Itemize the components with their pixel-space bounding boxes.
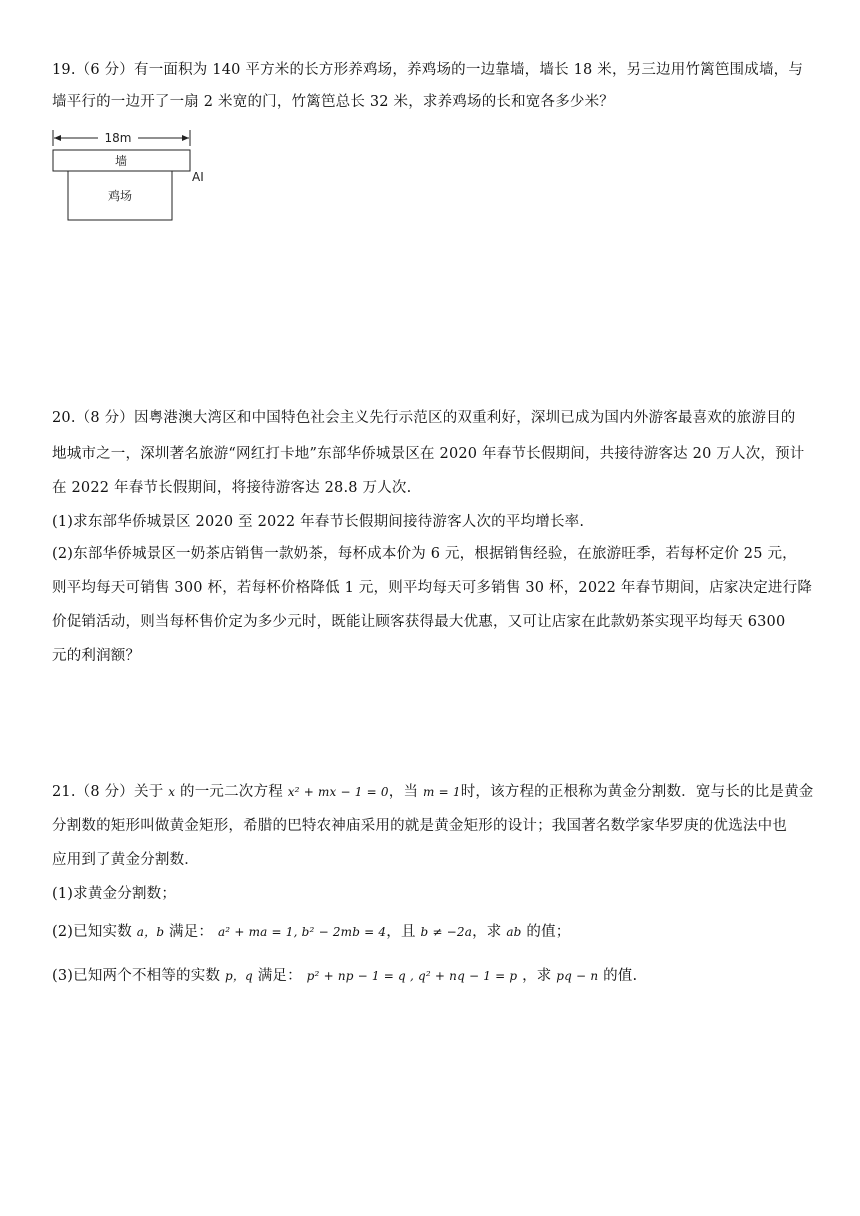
q21-part-3-intro: (3)已知两个不相等的实数: [52, 968, 221, 984]
q21-part-2-equation: a² + ma = 1, b² − 2mb = 4: [217, 925, 387, 939]
q21-equation: x² + mx − 1 = 0: [287, 785, 389, 799]
q21-variable-x: x: [168, 785, 176, 799]
q21-part-2-text-a: 满足：: [169, 924, 214, 940]
corner-label: AI: [192, 170, 204, 184]
q21-part-3-text-c: 的值.: [603, 968, 638, 984]
q20-text-line-3: 在 2022 年春节长假期间，将接待游客达 28.8 万人次.: [52, 480, 412, 496]
q21-text-a: 的一元二次方程: [180, 784, 283, 800]
q21-part-3-vars: p，q: [224, 969, 253, 983]
farm-label: 鸡场: [107, 189, 133, 203]
q21-text-line-3: 应用到了黄金分割数．: [52, 852, 199, 868]
q21-part-1: (1)求黄金分割数；: [52, 886, 177, 902]
q19-text-line-2: 墙平行的一边开了一扇 2 米宽的门，竹篱笆总长 32 米，求养鸡场的长和宽各多少米？: [52, 94, 615, 110]
q21-text-c: 时，该方程的正根称为黄金分割数．宽与长的比是黄金: [460, 784, 814, 800]
q21-part-2-intro: (2)已知实数: [52, 924, 132, 940]
q19-text-line-1: 19.（6 分）有一面积为 140 平方米的长方形养鸡场，养鸡场的一边靠墙，墙长 18 米，另三边用竹篱笆围成墙，与: [52, 62, 804, 78]
dimension-label: 18m: [104, 131, 132, 145]
q20-part-2-line-2: 则平均每天可销售 300 杯，若每杯价格降低 1 元，则平均每天可多销售 30 杯，2022 年春节期间，店家决定进行降: [52, 580, 813, 596]
q21-text-line-2: 分割数的矩形叫做黄金矩形，希腊的巴特农神庙采用的就是黄金矩形的设计；我国著名数学家华罗庚的优选法中也: [52, 818, 787, 834]
q20-text-line-2: 地城市之一，深圳著名旅游“网红打卡地”东部华侨城景区在 2020 年春节长假期间，共接待游客达 20 万人次，预计: [52, 446, 805, 462]
q21-part-2-condition: b ≠ −2a: [420, 925, 473, 939]
q21-part-2-vars: a，b: [136, 925, 165, 939]
q21-part-3-target: pq − n: [556, 969, 599, 983]
q21-part-2-text-b: ，且: [386, 924, 416, 940]
q21-part-3-equation: p² + np − 1 = q , q² + nq − 1 = p: [306, 969, 518, 983]
q20-part-2-line-1: (2)东部华侨城景区一奶茶店销售一款奶茶，每杯成本价为 6 元，根据销售经验，在旅游旺季，若每杯定价 25 元，: [52, 546, 797, 562]
q21-part-3-text-a: 满足：: [257, 968, 302, 984]
q21-part-2: [52, 922, 812, 942]
q21-text-b: ，当: [388, 784, 419, 800]
q21-part-2-target: ab: [506, 925, 522, 939]
q21-part-2-text-c: ，求: [472, 924, 502, 940]
chicken-farm-diagram: [52, 128, 222, 224]
chicken-farm-svg: [52, 128, 222, 224]
q21-text-line-1: [52, 782, 812, 802]
q21-intro: 21.（8 分）关于: [52, 784, 164, 800]
arrow-right-icon: [182, 135, 189, 141]
q21-part-3-text-b: ，求: [522, 968, 552, 984]
q20-part-2-line-4: 元的利润额？: [52, 648, 141, 664]
q20-part-1: (1)求东部华侨城景区 2020 至 2022 年春节长假期间接待游客人次的平均增长率.: [52, 514, 585, 530]
q20-part-2-line-3: 价促销活动，则当每杯售价定为多少元时，既能让顾客获得最大优惠，又可让店家在此款奶茶实现平均每天 6300: [52, 614, 786, 630]
q21-part-3: [52, 966, 812, 986]
wall-label: 墙: [114, 154, 128, 168]
arrow-left-icon: [54, 135, 61, 141]
q21-part-2-text-d: 的值；: [526, 924, 571, 940]
q20-text-line-1: 20.（8 分）因粤港澳大湾区和中国特色社会主义先行示范区的双重利好，深圳已成为国内外游客最喜欢的旅游目的: [52, 410, 796, 426]
q21-condition: m = 1: [422, 785, 461, 799]
